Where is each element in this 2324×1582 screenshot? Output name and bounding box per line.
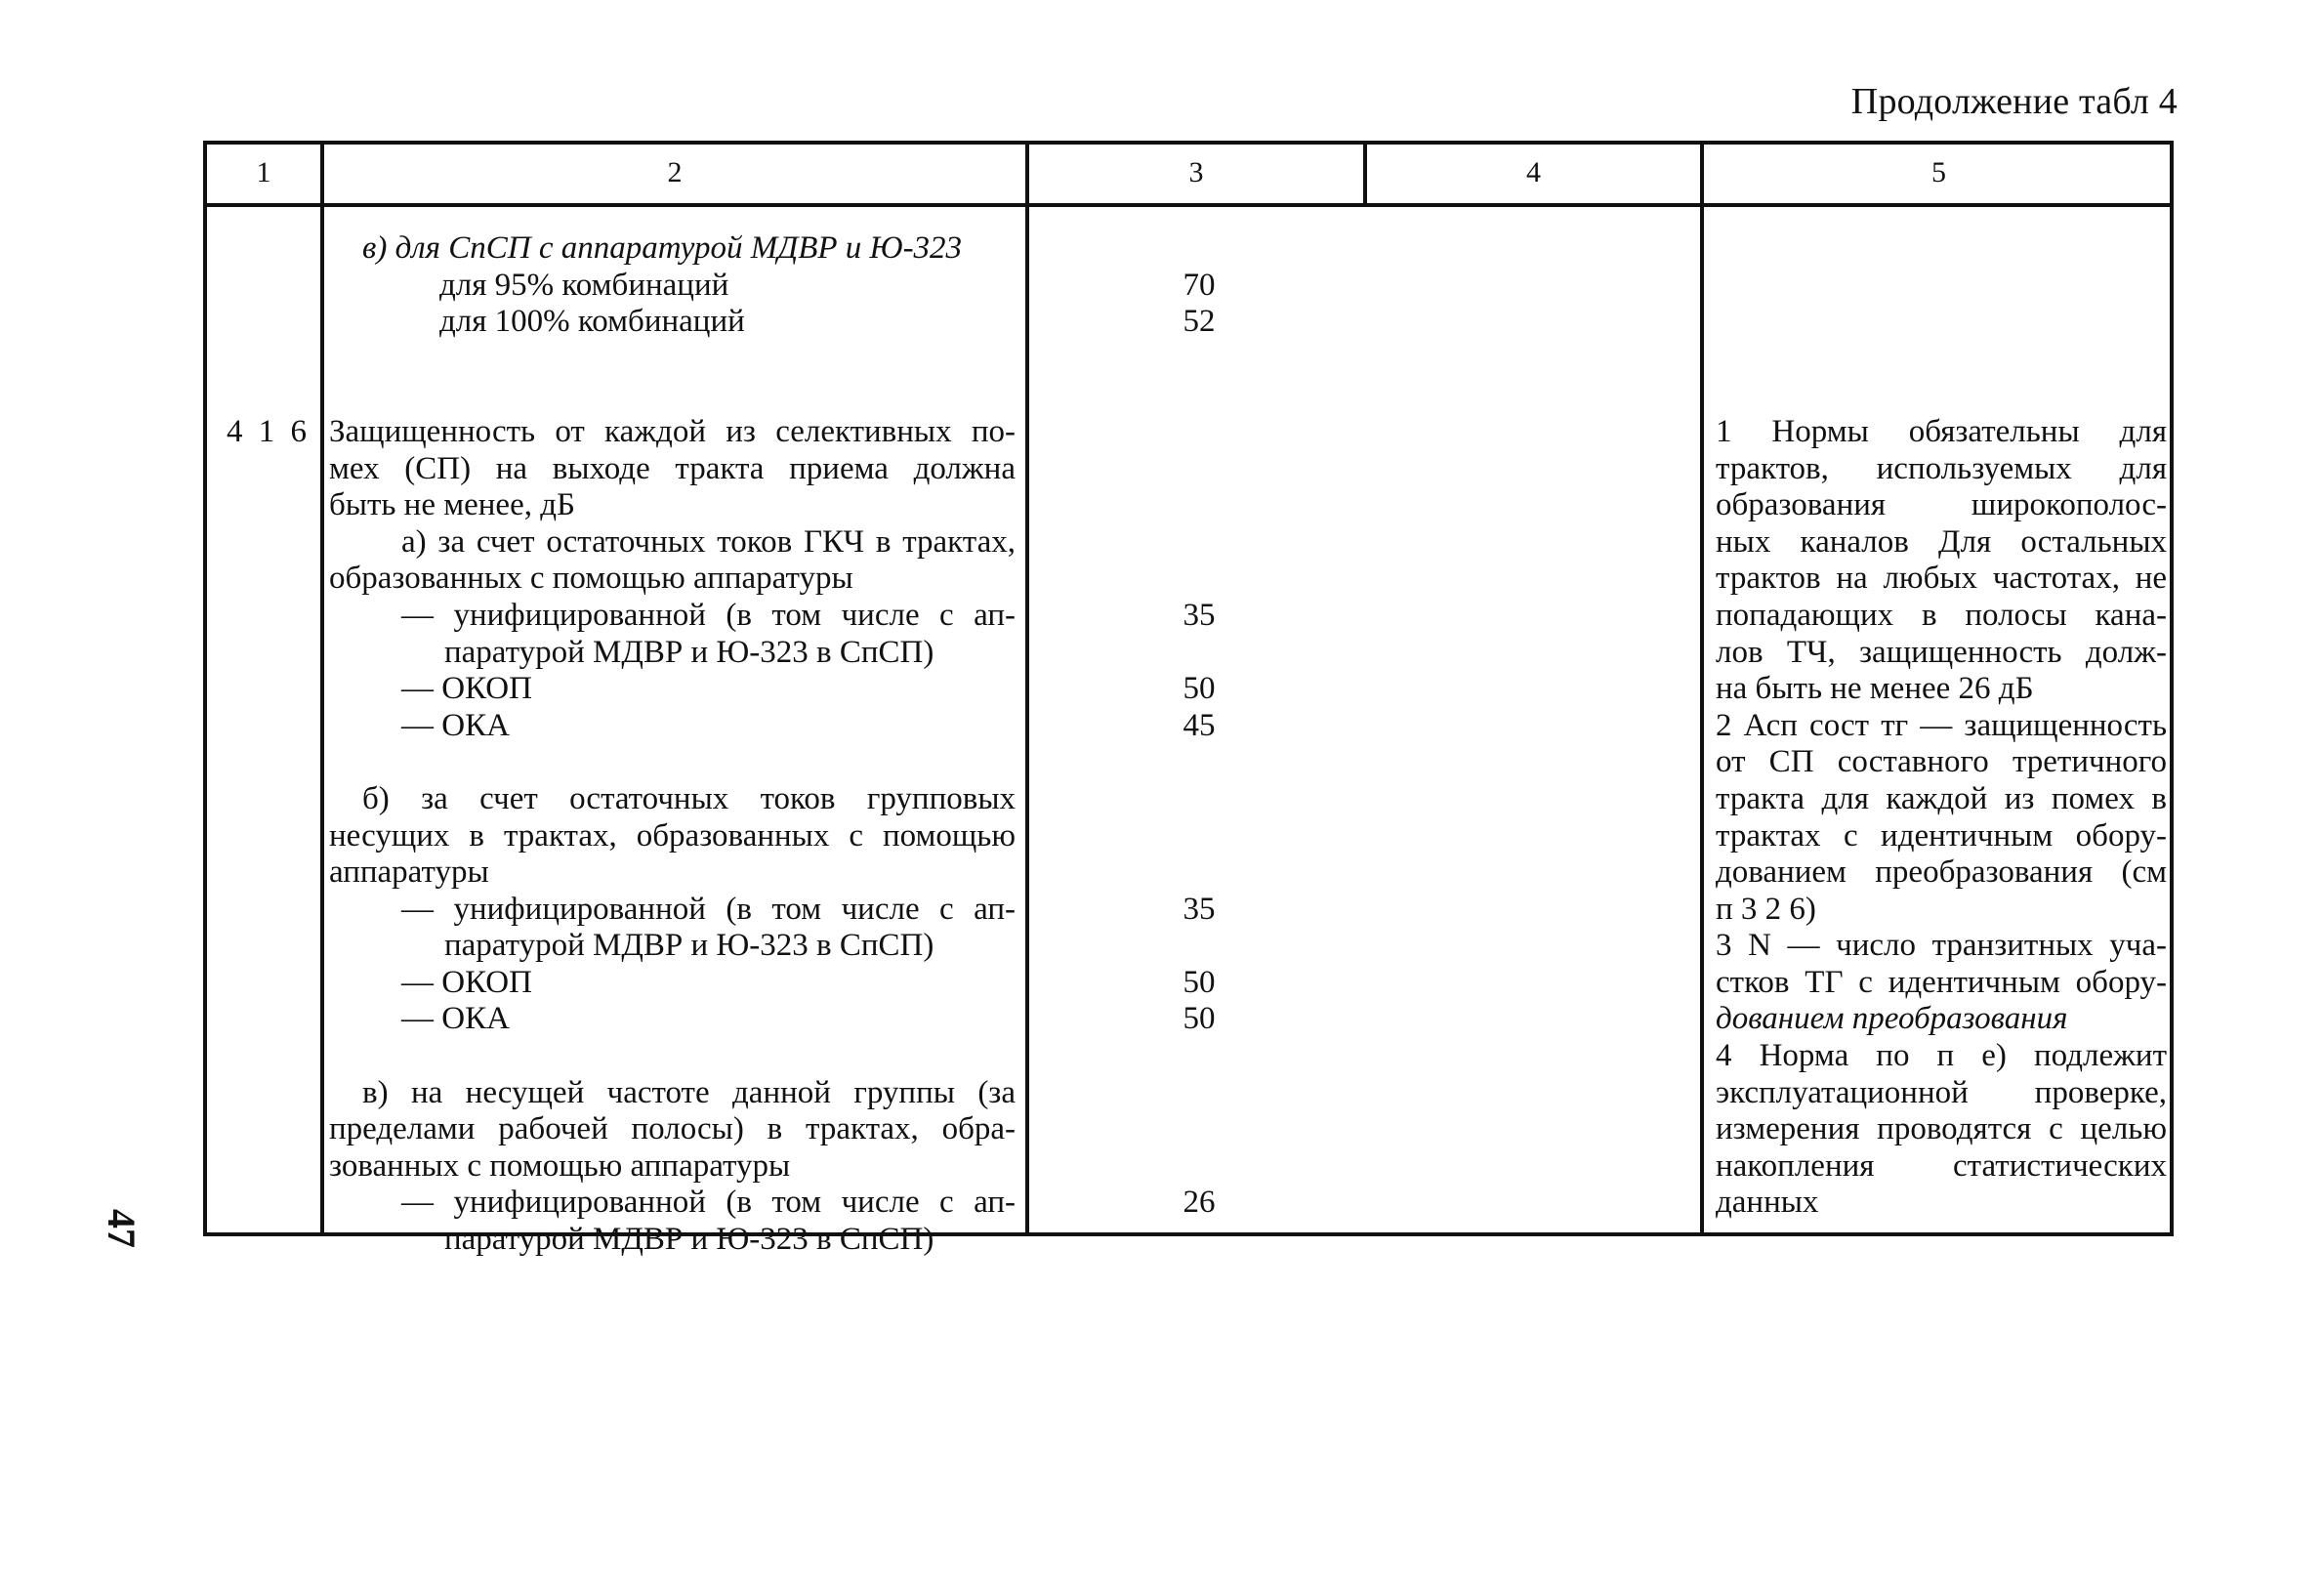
text-line: — унифицированной (в том числе с ап- [401, 1185, 1016, 1221]
notes-cell [1716, 230, 2167, 1222]
text-line: б) за счет остаточных токов групповых [362, 780, 1016, 816]
text-line: — ОКА [401, 1001, 510, 1037]
note-line: трактов, используемых для [1716, 450, 2167, 486]
header-col-3: 3 [1188, 156, 1204, 188]
text-line: — ОКОП [401, 671, 532, 707]
note-line: 2 Асп сост тг — защищенность [1716, 707, 2167, 743]
text-line: для 100% комбинаций [439, 304, 745, 340]
text-line: — унифицированной (в том числе с ап- [401, 597, 1016, 633]
note-line: 4 Норма по п е) подлежит [1716, 1038, 2167, 1074]
value-line: 35 [1183, 891, 1216, 927]
value-line [1030, 928, 1368, 965]
header-col-4: 4 [1526, 156, 1541, 188]
text-line: — ОКА [401, 707, 510, 743]
page-number: 47 [100, 1209, 144, 1248]
value-line: 50 [1183, 671, 1216, 707]
value-line: 50 [1183, 964, 1216, 1000]
value-line [1030, 487, 1368, 524]
text-line [329, 377, 1016, 414]
text-line [329, 1038, 1016, 1075]
value-line [1030, 854, 1368, 892]
text-line: паратурой МДВР и Ю-323 в СпСП) [444, 634, 934, 670]
header-divider [207, 203, 2170, 207]
column-divider-1 [320, 145, 324, 1232]
value-line [1030, 414, 1368, 451]
text-line: а) за счет остаточных токов ГКЧ в трактах, [401, 523, 1016, 560]
note-line: 1 Нормы обязательны для [1716, 413, 2167, 449]
note-line: образования широкополос- [1716, 487, 2167, 523]
value-line [1030, 781, 1368, 818]
note-line: тракта для каждой из помех в [1716, 780, 2167, 816]
norms-table [203, 141, 2174, 1258]
note-line: лов ТЧ, защищенность долж- [1716, 634, 2167, 670]
column-divider-2 [1025, 145, 1029, 1232]
value-line: 50 [1183, 1001, 1216, 1037]
value-line: 52 [1183, 304, 1216, 340]
note-line: 3 N — число транзитных уча- [1716, 928, 2167, 964]
note-line: накопления статистических [1716, 1147, 2167, 1184]
text-line: аппаратуры [329, 854, 489, 891]
text-line: несущих в трактах, образованных с помощью [329, 817, 1016, 853]
text-line: мех (СП) на выходе тракта приема должна [329, 450, 1016, 486]
value-line [1030, 818, 1368, 855]
value-line [1030, 524, 1368, 562]
values-cell [1030, 230, 1368, 1259]
note-line: измерения проводятся с целью [1716, 1111, 2167, 1147]
value-line: 45 [1183, 707, 1216, 743]
table-continuation-caption: Продолжение табл 4 [1850, 81, 2178, 122]
note-line: ных каналов Для остальных [1716, 523, 2167, 560]
value-line [1030, 341, 1368, 378]
text-line: зованных с помощью аппаратуры [329, 1147, 791, 1184]
note-line: эксплуатационной проверке, [1716, 1074, 2167, 1110]
note-line: данных [1716, 1185, 1819, 1221]
value-line [1030, 561, 1368, 598]
text-line: для 95% комбинаций [439, 267, 729, 303]
text-line: в) для СпСП с аппаратурой МДВР и Ю-323 [362, 230, 963, 266]
text-line [329, 341, 1016, 378]
value-line: 70 [1183, 267, 1216, 303]
note-line: на быть не менее 26 дБ [1716, 671, 2034, 707]
value-line [1030, 1038, 1368, 1075]
value-line: 35 [1183, 597, 1216, 633]
note-line: дованием преобразования [1716, 1001, 2068, 1037]
header-col-2: 2 [667, 156, 683, 188]
value-line [1030, 451, 1368, 488]
text-line: паратурой МДВР и Ю-323 в СпСП) [444, 928, 934, 964]
text-line: — унифицированной (в том числе с ап- [401, 891, 1016, 927]
value-line [1030, 744, 1368, 781]
note-line: стков ТГ с идентичным обору- [1716, 964, 2167, 1000]
value-line [1030, 1222, 1368, 1259]
value-line [1030, 377, 1368, 414]
text-line [329, 744, 1016, 781]
note-line: п 3 2 6) [1716, 891, 1816, 927]
row-number: 4 1 6 [227, 413, 311, 449]
text-line: в) на несущей частоте данной группы (за [362, 1074, 1016, 1110]
header-col-1: 1 [256, 156, 271, 188]
text-line: быть не менее, дБ [329, 487, 575, 523]
value-line [1030, 1075, 1368, 1112]
value-line [1030, 230, 1368, 268]
text-line: образованных с помощью аппаратуры [329, 561, 853, 597]
text-line: Защищенность от каждой из селективных по- [329, 413, 1016, 449]
note-line: трактов на любых частотах, не [1716, 561, 2167, 597]
value-line [1030, 1148, 1368, 1186]
header-col-5: 5 [1931, 156, 1946, 188]
note-line: дованием преобразования (см [1716, 854, 2167, 891]
value-line [1030, 1111, 1368, 1148]
note-line: попадающих в полосы кана- [1716, 597, 2167, 633]
text-line: пределами рабочей полосы) в трактах, обра- [329, 1111, 1016, 1147]
column-divider-4 [1700, 145, 1704, 1232]
text-line: паратурой МДВР и Ю-323 в СпСП) [444, 1222, 934, 1258]
value-line: 26 [1183, 1185, 1216, 1221]
note-line: трактах с идентичным обору- [1716, 817, 2167, 853]
row-number-cell [227, 230, 314, 451]
note-line: от СП составного третичного [1716, 744, 2167, 780]
value-line [1030, 635, 1368, 672]
requirement-text-cell [329, 230, 1016, 1259]
text-line: — ОКОП [401, 964, 532, 1000]
